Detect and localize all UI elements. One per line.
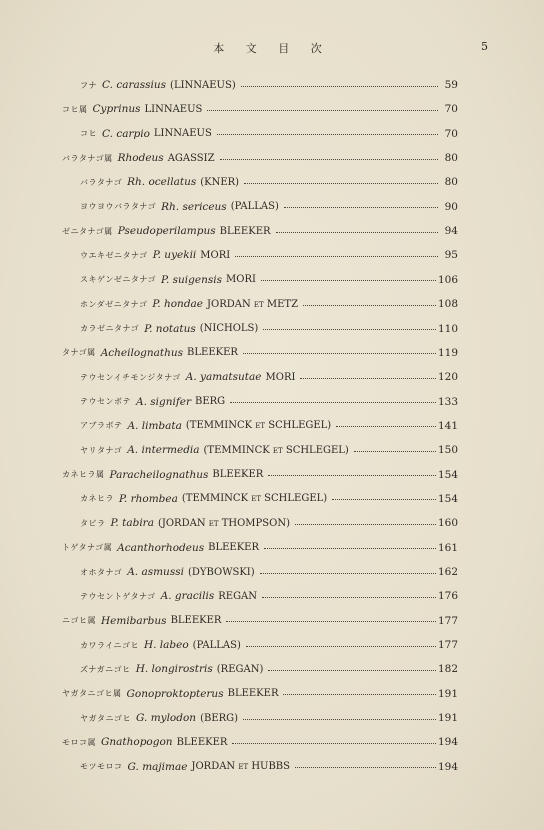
scientific-name: A. intermedia [127, 444, 200, 457]
author-name: BERG [194, 396, 226, 408]
toc-entry [62, 146, 458, 170]
scientific-name: A. signifer [136, 395, 191, 408]
japanese-name: カネヒラ属 [62, 470, 105, 480]
entry-page-number: 194 [437, 760, 458, 773]
entry-page-number: 194 [437, 736, 458, 749]
entry-page-number: 59 [444, 79, 458, 91]
japanese-name: モツモロコ [80, 762, 123, 772]
toc-entry [80, 390, 458, 414]
author-name: MORI [265, 371, 296, 383]
author-name: MORI [226, 274, 256, 286]
dot-leader [264, 548, 436, 549]
author-name: BLEEKER [219, 225, 271, 237]
toc-entry [80, 487, 458, 511]
toc-entry [62, 341, 458, 365]
author-name: (REGAN) [216, 663, 264, 675]
japanese-name: テウセンボテ [80, 397, 131, 407]
toc-entry [80, 755, 458, 779]
toc-entry [80, 170, 458, 194]
scientific-name: A. gracilis [160, 590, 215, 603]
author-name: (JORDAN et THOMPSON) [157, 517, 290, 529]
toc-entry [80, 292, 458, 316]
author-name: (PALLAS) [230, 201, 279, 213]
toc-entry [80, 317, 458, 341]
toc-entry [62, 609, 458, 633]
japanese-name: カラゼニタナゴ [80, 324, 140, 333]
entry-page-number: 133 [437, 395, 458, 408]
toc-entry [80, 365, 458, 389]
scientific-name: P. suigensis [161, 273, 222, 286]
dot-leader [295, 767, 436, 768]
running-title: 本 文 目 次 [213, 42, 331, 55]
scientific-name: Acanthorhodeus [117, 541, 205, 554]
toc-entry [80, 122, 458, 146]
author-name: JORDAN et HUBBS [191, 761, 291, 773]
dot-leader [262, 597, 436, 598]
scientific-name: Hemibarbus [101, 614, 167, 627]
japanese-name: トゲタナゴ属 [62, 543, 113, 553]
author-name: BLEEKER [227, 688, 279, 700]
dot-leader [230, 402, 436, 403]
author-name: JORDAN et METZ [207, 298, 299, 310]
author-name: (DYBOWSKI) [187, 566, 255, 578]
dot-leader [300, 378, 436, 379]
dot-leader [268, 670, 436, 671]
dot-leader [244, 183, 438, 184]
entry-page-number: 80 [444, 152, 458, 165]
scientific-name: P. notatus [144, 322, 196, 335]
dot-leader [332, 499, 436, 500]
entry-page-number: 162 [437, 566, 458, 578]
author-name: (NICHOLS) [199, 323, 259, 334]
scientific-name: Rhodeus [117, 152, 164, 165]
entry-page-number: 191 [437, 687, 458, 700]
author-name: REGAN [218, 590, 258, 602]
toc-entry [80, 633, 458, 657]
toc-entry [80, 706, 458, 730]
dot-leader [276, 232, 438, 233]
toc-entry [80, 560, 458, 584]
author-name: BLEEKER [187, 347, 238, 359]
japanese-name: カネヒラ [80, 494, 114, 504]
scientific-name: Gonoproktopterus [126, 687, 224, 700]
toc-entry [80, 511, 458, 535]
entry-page-number: 70 [444, 127, 458, 140]
author-name: (BERG) [200, 712, 239, 724]
toc-entry [62, 463, 458, 487]
japanese-name: ヨウヨウバラタナゴ [80, 202, 157, 212]
japanese-name: ヤリタナゴ [80, 445, 123, 455]
toc-entry [80, 414, 458, 438]
toc-entry [80, 73, 458, 97]
toc-entry [80, 657, 458, 681]
japanese-name: モロコ属 [62, 737, 96, 747]
dot-leader [220, 159, 438, 160]
scientific-name: Paracheilognathus [109, 468, 209, 481]
scientific-name: H. labeo [143, 639, 189, 652]
entry-page-number: 154 [437, 468, 458, 481]
scientific-name: A. asmussi [127, 566, 184, 578]
japanese-name: ヤガタニゴヒ属 [62, 689, 122, 699]
author-name: (TEMMINCK et SCHLEGEL) [185, 420, 332, 432]
entry-page-number: 191 [437, 712, 458, 725]
scientific-name: C. carpio [102, 127, 150, 140]
entry-page-number: 110 [437, 322, 458, 335]
dot-leader [284, 207, 438, 208]
scientific-name: Gnathopogon [101, 736, 173, 749]
toc-entry [80, 584, 458, 608]
toc-entry [62, 97, 458, 121]
entry-page-number: 176 [437, 590, 458, 603]
dot-leader [263, 329, 436, 330]
dot-leader [261, 280, 436, 281]
scientific-name: Rh. sericeus [161, 200, 227, 213]
japanese-name: コヒ [80, 129, 97, 139]
toc-entry [80, 438, 458, 462]
page-header [0, 40, 544, 60]
scientific-name: Cyprinus [92, 103, 141, 116]
entry-page-number: 94 [444, 225, 458, 238]
japanese-name: テウセントゲタナゴ [80, 591, 156, 601]
japanese-name: カワライニゴヒ [80, 640, 139, 650]
japanese-name: フナ [80, 80, 97, 90]
scientific-name: Acheilognathus [100, 346, 184, 359]
japanese-name: ヤガタニゴヒ [80, 713, 131, 723]
scientific-name: P. hondae [152, 298, 204, 311]
dot-leader [246, 646, 436, 647]
entry-page-number: 177 [437, 639, 458, 652]
scientific-name: Pseudoperilampus [117, 225, 216, 238]
japanese-name: ゼニタナゴ属 [62, 226, 113, 236]
dot-leader [336, 426, 436, 427]
dot-leader [295, 524, 436, 525]
dot-leader [235, 256, 438, 257]
japanese-name: テウセンイチモンジタナゴ [80, 372, 181, 382]
dot-leader [226, 621, 436, 622]
dot-leader [268, 475, 436, 476]
toc-entry [62, 730, 458, 754]
scientific-name: P. rhombea [119, 492, 178, 505]
author-name: (KNER) [200, 176, 240, 188]
japanese-name: ウエキゼニタナゴ [80, 250, 148, 260]
entry-page-number: 182 [437, 663, 458, 676]
dot-leader [232, 743, 436, 744]
japanese-name: ニゴヒ属 [62, 616, 96, 626]
japanese-name: ズナガニゴヒ [80, 664, 131, 674]
dot-leader [241, 86, 438, 87]
entry-page-number: 161 [437, 541, 458, 554]
entry-page-number: 141 [437, 419, 458, 432]
entry-page-number: 108 [437, 298, 458, 311]
scientific-name: Rh. ocellatus [127, 176, 197, 189]
toc-entry [80, 268, 458, 292]
author-name: LINNAEUS [144, 103, 203, 115]
entry-page-number: 95 [444, 249, 458, 262]
dot-leader [243, 719, 436, 720]
author-name: BLEEKER [212, 469, 264, 481]
author-name: AGASSIZ [167, 152, 215, 164]
scientific-name: H. longirostris [135, 663, 213, 676]
scientific-name: P. tabira [110, 517, 154, 530]
toc-entry [62, 536, 458, 560]
scientific-name: G. mylodon [136, 712, 197, 725]
dot-leader [243, 353, 436, 354]
author-name: (PALLAS) [192, 639, 241, 651]
page-number: 5 [481, 40, 488, 53]
japanese-name: コヒ属 [62, 104, 88, 114]
entry-page-number: 150 [437, 444, 458, 457]
japanese-name: ホンダゼニタナゴ [80, 299, 148, 309]
japanese-name: バラタナゴ属 [62, 153, 113, 163]
dot-leader [207, 110, 438, 111]
scientific-name: A. yamatsutae [185, 371, 262, 384]
japanese-name: オホタナゴ [80, 567, 123, 577]
scientific-name: P. uyekii [152, 249, 197, 262]
dot-leader [303, 305, 436, 306]
japanese-name: タナゴ属 [62, 348, 96, 358]
author-name: LINNAEUS [153, 128, 212, 140]
author-name: MORI [200, 249, 231, 261]
entry-page-number: 160 [437, 517, 458, 530]
author-name: BLEEKER [176, 736, 228, 748]
entry-page-number: 177 [437, 614, 458, 627]
entry-page-number: 120 [437, 371, 458, 384]
entry-page-number: 154 [437, 492, 458, 505]
scientific-name: G. majimae [127, 760, 188, 773]
dot-leader [283, 694, 435, 695]
entry-page-number: 70 [444, 103, 458, 116]
author-name: (TEMMINCK et SCHLEGEL) [181, 493, 328, 505]
scientific-name: C. carassius [102, 79, 167, 91]
author-name: BLEEKER [170, 615, 222, 627]
toc-entry [62, 219, 458, 243]
japanese-name: バラタナゴ [80, 177, 123, 187]
japanese-name: スキゲンゼニタナゴ [80, 275, 157, 285]
dot-leader [217, 134, 438, 135]
dot-leader [260, 573, 436, 574]
scientific-name: A. limbata [127, 419, 182, 432]
toc-entry [62, 682, 458, 706]
toc-entry [80, 243, 458, 267]
entry-page-number: 80 [444, 176, 458, 189]
japanese-name: タビラ [80, 518, 106, 528]
dot-leader [354, 451, 436, 452]
entry-page-number: 90 [444, 200, 458, 213]
toc-entry [80, 195, 458, 219]
author-name: (LINNAEUS) [170, 79, 236, 91]
author-name: (TEMMINCK et SCHLEGEL) [203, 444, 349, 456]
author-name: BLEEKER [208, 542, 259, 554]
entry-page-number: 106 [437, 273, 458, 286]
japanese-name: アブラボテ [80, 421, 123, 431]
entry-page-number: 119 [437, 346, 458, 359]
